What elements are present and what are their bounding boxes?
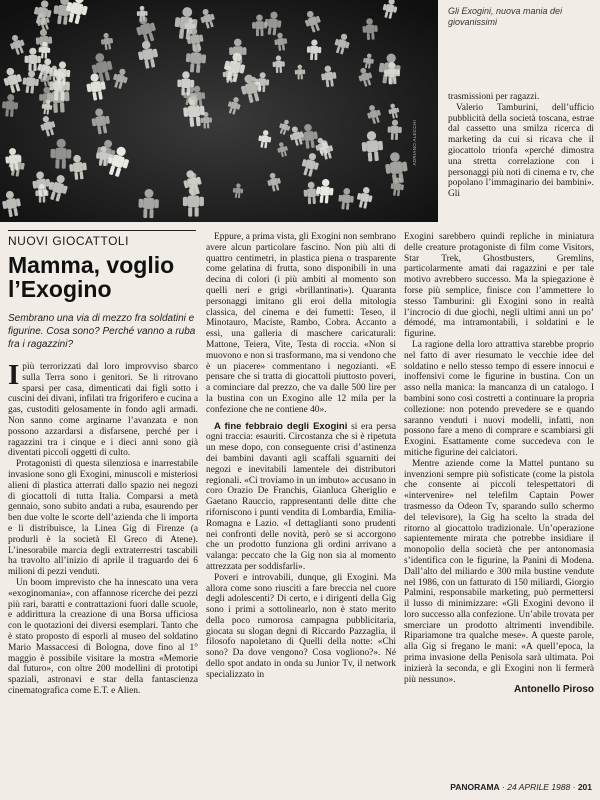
- figurines-illustration: [0, 0, 438, 222]
- paragraph: Mentre aziende come la Mattel puntano su invenzioni sempre più sofisticate (come la pistola che consente ai piccoli telespettatori di «intervenire» nel telefilm Captain Power trasmesso da Odeon Tv, sparando sullo schermo del televisore), la Gig ha scelto la strada del ritorno al giocattolo tradizionale. Un’operazione sapientemente mirata che potrebbe insidiare il monopolio della società che per antonomasia s’identifica con le figurine, la Panini di Modena. Dall’alto del miliardo e 300 mila bustine vendute nel 1986, con un fatturato di 150 miliardi, Giorgio Palmini, responsabile marketing, può permettersi il lusso di minimizzare: «Gli Exogini devono il loro successo alla confezione. Un’abile trovata per smerciare un prodotto altrimenti invendibile. Ripariamone tra qualche mese». A queste parole, alla Gig si fregano le mani: «A quell’epoca, la prima invasione della Penisola sarà ultimata. Poi inizierà la seconda, e gli Exogini non li fermerà più nessuno».: [404, 458, 594, 685]
- paragraph-text: più terrorizzati dal loro improvviso sbarco sulla Terra sono i genitori. Se li ritrovano sparsi per casa, dimenticati dai figli sotto i cuscini dei divani, infilati tra frigorifero e cucina a gas, custoditi gelosamente in fondo agli armadi. Non sanno come arginarne l’avanzata e non possono azzardarsi a disfarsene, perché per i ragazzini tra i cinque e i dieci anni sono già diventati piccoli oggetti di culto.: [8, 362, 198, 459]
- page-number: 201: [577, 782, 592, 792]
- author-byline: Antonello Piroso: [514, 684, 594, 696]
- section-label: [8, 230, 196, 248]
- article-column-2: [206, 232, 396, 681]
- paragraph: trasmissioni per ragazzi.: [448, 92, 540, 102]
- photo-caption: Gli Exogini, nuova mania dei giovanissimi: [448, 6, 563, 27]
- headline: Mamma, voglio l’Exogino: [8, 252, 175, 302]
- article-column-3-top: [448, 92, 594, 200]
- paragraph: [8, 359, 198, 459]
- photo-credit: ADRIANO ALECCHI: [412, 120, 417, 166]
- section-label-text: NUOVI GIOCATTOLI: [8, 234, 129, 248]
- article-column-3: [404, 232, 594, 696]
- paragraph: Protagonisti di questa silenziosa e inarrestabile invasione sono gli Exogini, minuscoli e misteriosi alieni di plastica atterrati dallo spazio nei negozi di giocattoli di tutta Italia. Comparsi a metà gennaio, sono subito andati a ruba, esaurendo per ben due volte le scorte dell’azienda che li importa e li distribuisce, la Linea Gig di Firenze (a produrli è la società El Greco di Atene). L’inesorabile marcia degli extraterrestri tascabili ha travolto all’inizio di aprile il traguardo dei 6 milioni di pezzi venduti.: [8, 459, 198, 578]
- paragraph: Valerio Tamburini, dell’ufficio pubblicità della società toscana, estrae dal cassetto una smilza ricerca di marketing da cui si ricava che il giocattolo trionfa «perché dimostra una stretta correlazione con i personaggi più noti di cinema e tv, che popolano l’immaginario dei bambini». Gli: [448, 102, 594, 200]
- paragraph: Un boom imprevisto che ha innescato una vera «exoginomania», con affannose ricerche dei pezzi più rari, baratti e contrattazioni fuori dalle scuole, e addirittura la creazione di una Borsa ufficiosa con le quotazioni dei diversi esemplari. Tanto che è stato proposto di esporli al museo del soldatino Mario Massaccesi di Bologna, dove fino al 1° maggio è possibile visitare la mostra «Memorie dal futuro», con oltre 200 modellini di prototipi spaziali, astronavi e star della fantascienza cinematografica come E.T. e Alien.: [8, 577, 198, 696]
- issue-date: 24 APRILE 1988: [507, 782, 571, 792]
- page-footer: PANORAMA · 24 APRILE 1988 · 201: [450, 782, 592, 792]
- paragraph: Poveri e introvabili, dunque, gli Exogini. Ma allora come sono riusciti a fare breccia nel cuore degli adolescenti? Di certo, e i dirigenti della Gig sono i primi a sottolinearlo, non è stato merito della poco rumorosa campagna pubblicitaria, giocata su slogan degni di Riccardo Pazzaglia, il filosofo napoletano di Quelli della notte: «Chi sono? Da dove vengono? Cosa vogliono?». Né dello spot andato in onda su Junior Tv, il network specializzato in: [206, 572, 396, 680]
- magazine-name: PANORAMA: [450, 782, 500, 792]
- paragraph: La ragione della loro attrattiva starebbe proprio nel fatto di aver riesumato le vecchie idee del soldatino e nello stesso tempo di essere innocui e inoffensivi come le figurine in bustina. Con un asso nella manica: la mancanza di un catalogo. I bambini sono così costretti a continuare la propria collezione: non potendo prevedere se e quando saranno venduti i nuovi modelli, infatti, non possono fare a meno di comprare e scambiarsi gli Exogini. Esattamente come succedeva con le mitiche figurine dei calciatori.: [404, 339, 594, 458]
- paragraph: Eppure, a prima vista, gli Exogini non sembrano avere alcun particolare fascino. Non più alti di quattro centimetri, in plastica piena o trasparente come gelatina di frutta, sono disponibili in una decina di colori (i più ambiti al momento son quelli neri e grigi «brillantinati»). Quaranta personaggi imitano gli eroi della mitologia classica, del cinema e dei fumetti: Teseo, il Minotauro, Maciste, Rambo, Cobra. Accanto a essi, una galleria di maschere caricaturali: Mattone, Teiera, Vite, Testa di roccia. «Non si muovono e non si trasformano, ma si vendono che è un piacere» commentano i negozianti. «E pensare che si tratta di giocattoli piuttosto poveri, a cominciare dal prezzo, che va dalle 500 lire per la bustina con un Exogino alle 12 mila per la confezione che ne contiene 40».: [206, 232, 396, 415]
- article-column-1: [8, 359, 198, 697]
- paragraph: [206, 422, 396, 573]
- paragraph-text: si era persa ogni traccia: esauriti. Circostanza che si è ripetuta un mese dopo, con conseguente crisi d’astinenza dei bambini davanti agli scaffali sguarniti dei negozi e inevitabili lamentele dei distributori regionali. «Ci troviamo in un imbuto» accusano in coro Orazio De Franchis, Gianluca Gheriglio e Gaetano Rauccio, rappresentanti delle ditte che riforniscono i punti vendita di Lombardia, Emilia-Romagna e Lazio. «I dettaglianti sono prudenti nei confronti delle novità, però se si accorgono che un prodotto funziona gli ordini arrivano a valanga: peccato che la Gig non sia al momento attrezzata per soddisfarli».: [206, 421, 396, 572]
- paragraph: Exogini sarebbero quindi repliche in miniatura delle creature protagoniste di film come Visitors, Star Trek, Ghostbusters, Gremlins, particolarmente amati dai ragazzini e per tale motivo avrebbero successo. Ma la spiegazione è forse più semplice, finisce con l’ammettere lo stesso Tamburini: gli Exogini sono in realtà l’incrocio di due giochi, negli ultimi anni un po’ démodé, ma intramontabili, i soldatini e le figurine.: [404, 232, 594, 340]
- drop-cap: I: [8, 359, 20, 391]
- run-in-heading: A fine febbraio degli Exogini: [214, 420, 348, 432]
- photo-exogini-figurines: [0, 0, 438, 222]
- standfirst: Sembrano una via di mezzo fra soldatini e figurine. Cosa sono? Perché vanno a ruba fra i ragazzini?: [8, 313, 196, 350]
